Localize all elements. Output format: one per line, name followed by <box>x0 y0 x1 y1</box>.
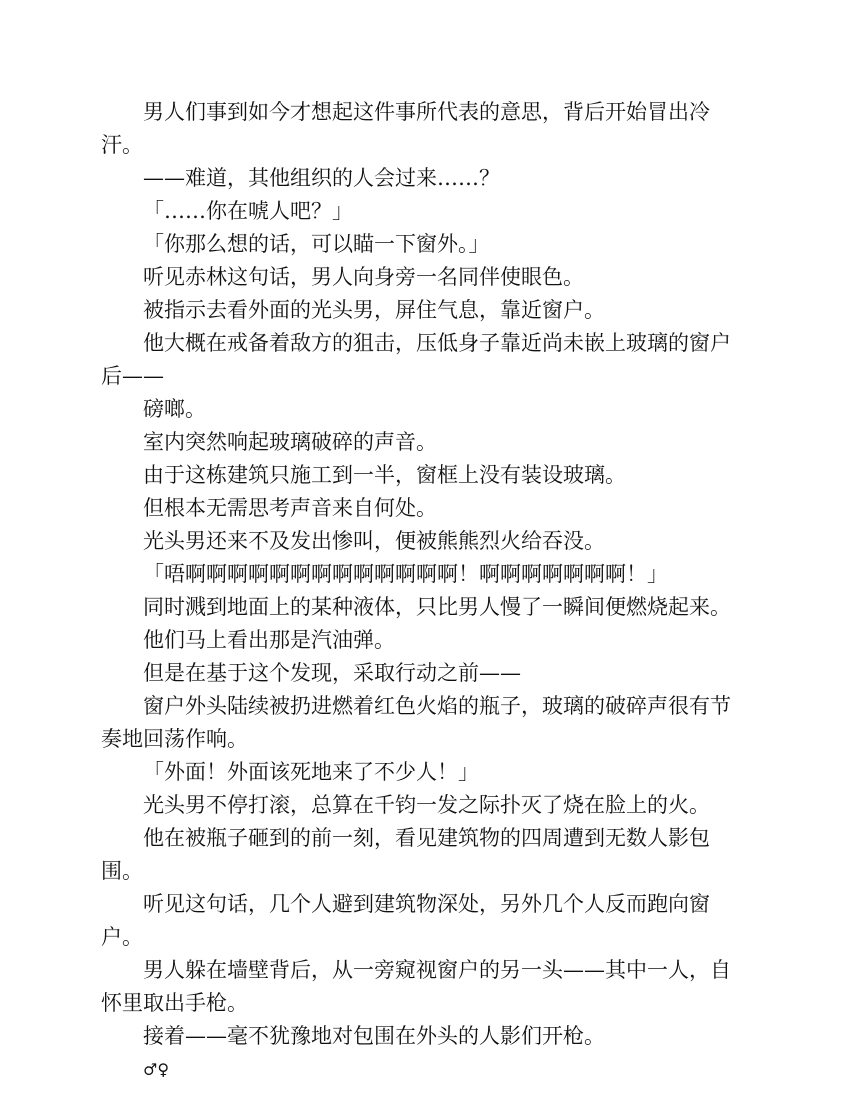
section-break-symbol: ♂♀ <box>143 1060 170 1079</box>
paragraph-21: 听见这句话，几个人避到建筑物深处，另外几个人反而跑向窗户。 <box>101 892 710 949</box>
document-page <box>101 96 747 1086</box>
paragraph-4: 「你那么想的话，可以瞄一下窗外。」 <box>143 232 490 256</box>
paragraph-8: 磅啷。 <box>143 397 206 421</box>
paragraph-13: 「唔啊啊啊啊啊啊啊啊啊啊啊啊啊！啊啊啊啊啊啊啊！」 <box>143 562 668 586</box>
paragraph-23: 接着——毫不犹豫地对包围在外头的人影们开枪。 <box>143 1024 605 1048</box>
paragraph-17: 窗户外头陆续被扔进燃着红色火焰的瓶子，玻璃的破碎声很有节奏地回荡作响。 <box>101 694 731 751</box>
paragraph-7: 他大概在戒备着敌方的狙击，压低身子靠近尚未嵌上玻璃的窗户后—— <box>101 331 731 388</box>
paragraph-1: 男人们事到如今才想起这件事所代表的意思，背后开始冒出冷汗。 <box>101 100 710 157</box>
paragraph-18: 「外面！外面该死地来了不少人！」 <box>143 760 479 784</box>
paragraph-11: 但根本无需思考声音来自何处。 <box>143 496 437 520</box>
paragraph-22: 男人躲在墙壁背后，从一旁窥视窗户的另一头——其中一人，自怀里取出手枪。 <box>101 958 731 1015</box>
paragraph-12: 光头男还来不及发出惨叫，便被熊熊烈火给吞没。 <box>143 529 605 553</box>
paragraph-14: 同时溅到地面上的某种液体，只比男人慢了一瞬间便燃烧起来。 <box>143 595 731 619</box>
paragraph-2: ——难道，其他组织的人会过来……？ <box>143 166 500 190</box>
paragraph-6: 被指示去看外面的光头男，屏住气息，靠近窗户。 <box>143 298 605 322</box>
paragraph-16: 但是在基于这个发现，采取行动之前—— <box>143 661 521 685</box>
paragraph-10: 由于这栋建筑只施工到一半，窗框上没有装设玻璃。 <box>143 463 626 487</box>
paragraph-15: 他们马上看出那是汽油弹。 <box>143 628 395 652</box>
paragraph-19: 光头男不停打滚，总算在千钧一发之际扑灭了烧在脸上的火。 <box>143 793 710 817</box>
paragraph-9: 室内突然响起玻璃破碎的声音。 <box>143 430 437 454</box>
paragraph-20: 他在被瓶子砸到的前一刻，看见建筑物的四周遭到无数人影包围。 <box>101 826 710 883</box>
paragraph-5: 听见赤林这句话，男人向身旁一名同伴使眼色。 <box>143 265 584 289</box>
paragraph-3: 「……你在唬人吧？」 <box>143 199 353 223</box>
